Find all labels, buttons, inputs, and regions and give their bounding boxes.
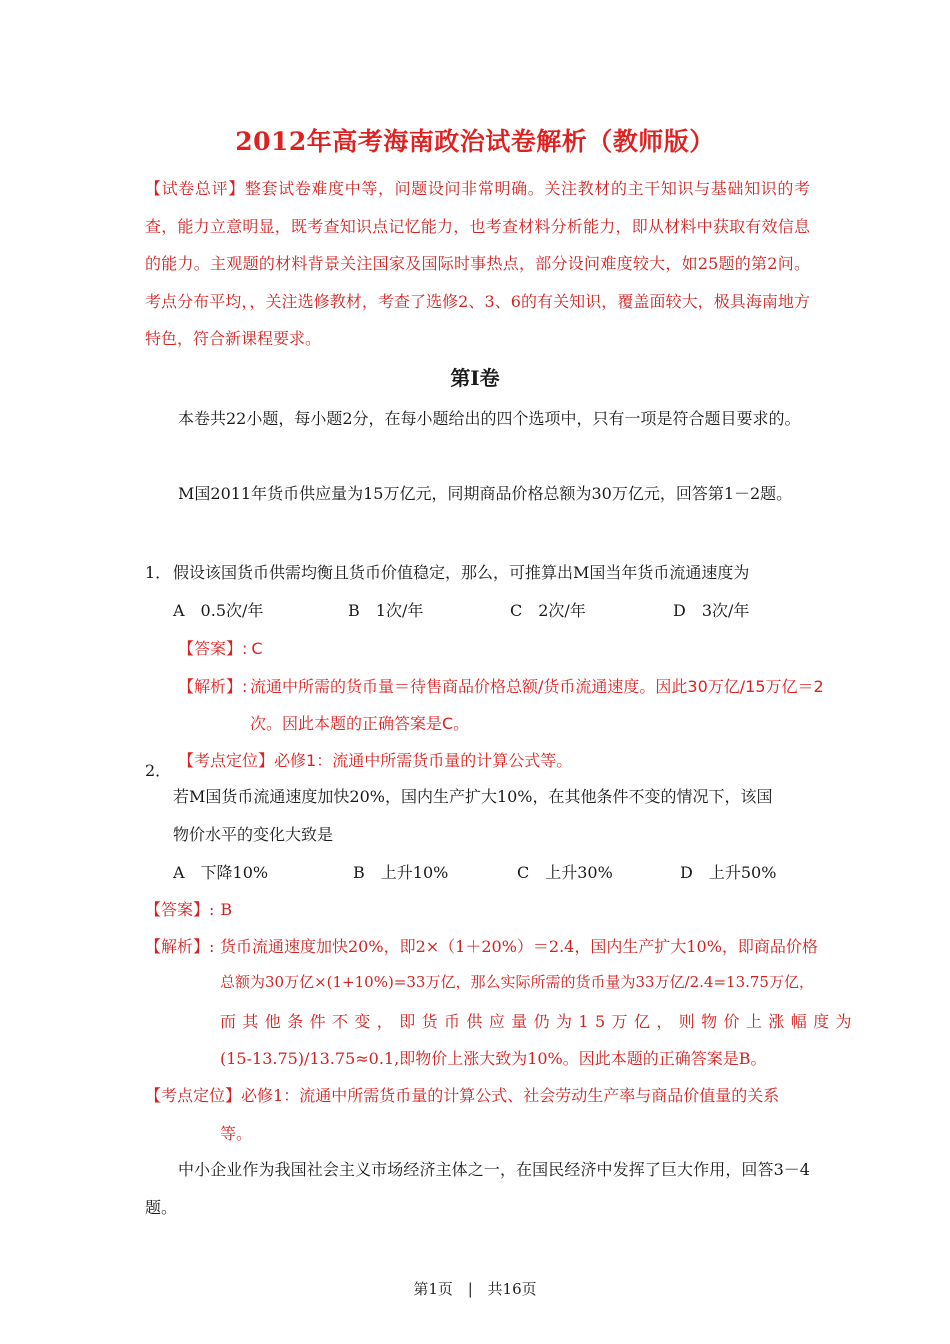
- q2-point-line1: 必修1：流通中所需货币量的计算公式、社会劳动生产率与商品价值量的关系: [241, 1086, 780, 1105]
- footer-page-prefix: 第: [413, 1280, 429, 1298]
- q1-stem: 假设该国货币供需均衡且货币价值稳定，那么，可推算出M国当年货币流通速度为: [173, 563, 750, 582]
- q2-point-label: 【考点定位】: [145, 1086, 242, 1105]
- volume-title: 第I卷: [450, 366, 500, 390]
- q2-option-a: A 下降10%: [173, 863, 269, 882]
- material-3-4: 中小企业作为我国社会主义市场经济主体之一，在国民经济中发挥了巨大作用，回答3－4题。: [145, 1160, 810, 1217]
- footer-total-suffix: 页: [521, 1280, 537, 1298]
- q1-analysis-line2: 次。因此本题的正确答案是C。: [250, 714, 470, 733]
- q1-answer-label: 【答案】:: [178, 639, 248, 658]
- q1-answer: [178, 636, 263, 659]
- q2-option-c: C 上升30%: [517, 863, 613, 882]
- material-1-2: M国2011年货币供应量为15万亿元，同期商品价格总额为30万亿元，回答第1－2题。: [178, 484, 793, 503]
- q2-analysis-line2: 总额为30万亿×(1+10%)=33万亿，那么实际所需的货币量为33万亿/2.4=13.75万亿，: [220, 973, 814, 991]
- q2-analysis-line3: 而其他条件不变，即货币供应量仍为15万亿，则物价上涨幅度为: [220, 1012, 858, 1031]
- footer-separator: |: [467, 1280, 473, 1298]
- q2-analysis-line1: 货币流通速度加快20%，即2×（1＋20%）＝2.4，国内生产扩大10%，即商品价格: [220, 937, 818, 956]
- q2-number: 2．: [145, 761, 172, 780]
- q1-option-a: A 0.5次/年: [173, 601, 264, 620]
- q2-answer-value: B: [220, 900, 233, 919]
- q2-analysis-line4: (15-13.75)/13.75≈0.1,即物价上涨大致为10%。因此本题的正确答案是B。: [220, 1049, 767, 1068]
- q2-option-d: D 上升50%: [680, 863, 777, 882]
- q2-analysis-label: 【解析】:: [145, 937, 215, 956]
- q1-number: 1．: [145, 563, 172, 582]
- volume-intro: 本卷共22小题，每小题2分，在每小题给出的四个选项中，只有一项是符合题目要求的。: [178, 409, 801, 428]
- q1-option-c: C 2次/年: [510, 601, 586, 620]
- q2-stem-line1: 若M国货币流通速度加快20%，国内生产扩大10%，在其他条件不变的情况下，该国: [173, 787, 773, 806]
- q1-answer-value: C: [251, 639, 263, 658]
- q1-point: [178, 748, 572, 771]
- page-title: 2012年高考海南政治试卷解析（教师版）: [235, 127, 715, 156]
- q2-answer-label: 【答案】:: [145, 900, 215, 919]
- q1-point-text: 必修1：流通中所需货币量的计算公式等。: [274, 751, 573, 770]
- q1-point-label: 【考点定位】: [178, 751, 275, 770]
- q2-option-b: B 上升10%: [353, 863, 449, 882]
- q2-point: [145, 1083, 779, 1106]
- footer-total-number: 16: [502, 1280, 522, 1298]
- q2-stem-line2: 物价水平的变化大致是: [173, 825, 334, 844]
- q1-analysis-line1: 流通中所需的货币量＝待售商品价格总额/货币流通速度。因此30万亿/15万亿＝2: [250, 677, 824, 696]
- q1-analysis-label: 【解析】:: [178, 677, 248, 696]
- q1-option-d: D 3次/年: [673, 601, 750, 620]
- q1-option-b: B 1次/年: [348, 601, 424, 620]
- footer-page-number: 1: [428, 1280, 438, 1298]
- q2-answer: [145, 897, 232, 920]
- footer-page-suffix: 页: [437, 1280, 453, 1298]
- paper-review: 【试卷总评】整套试卷难度中等，问题设问非常明确。关注教材的主干知识与基础知识的考查，能力立意明显，既考查知识点记忆能力，也考查材料分析能力，即从材料中获取有效信息的能力。主观题的材料背景关注国家及国际时事热点，部分设问难度较大，如25题的第2问。考点分布平均，，关注选修教材，考查了选修2、3、6的有关知识，覆盖面较大，极具海南地方特色，符合新课程要求。: [145, 179, 810, 348]
- page-footer: [0, 1278, 950, 1299]
- footer-total-prefix: 共: [487, 1280, 503, 1298]
- q2-point-line2: 等。: [220, 1124, 253, 1143]
